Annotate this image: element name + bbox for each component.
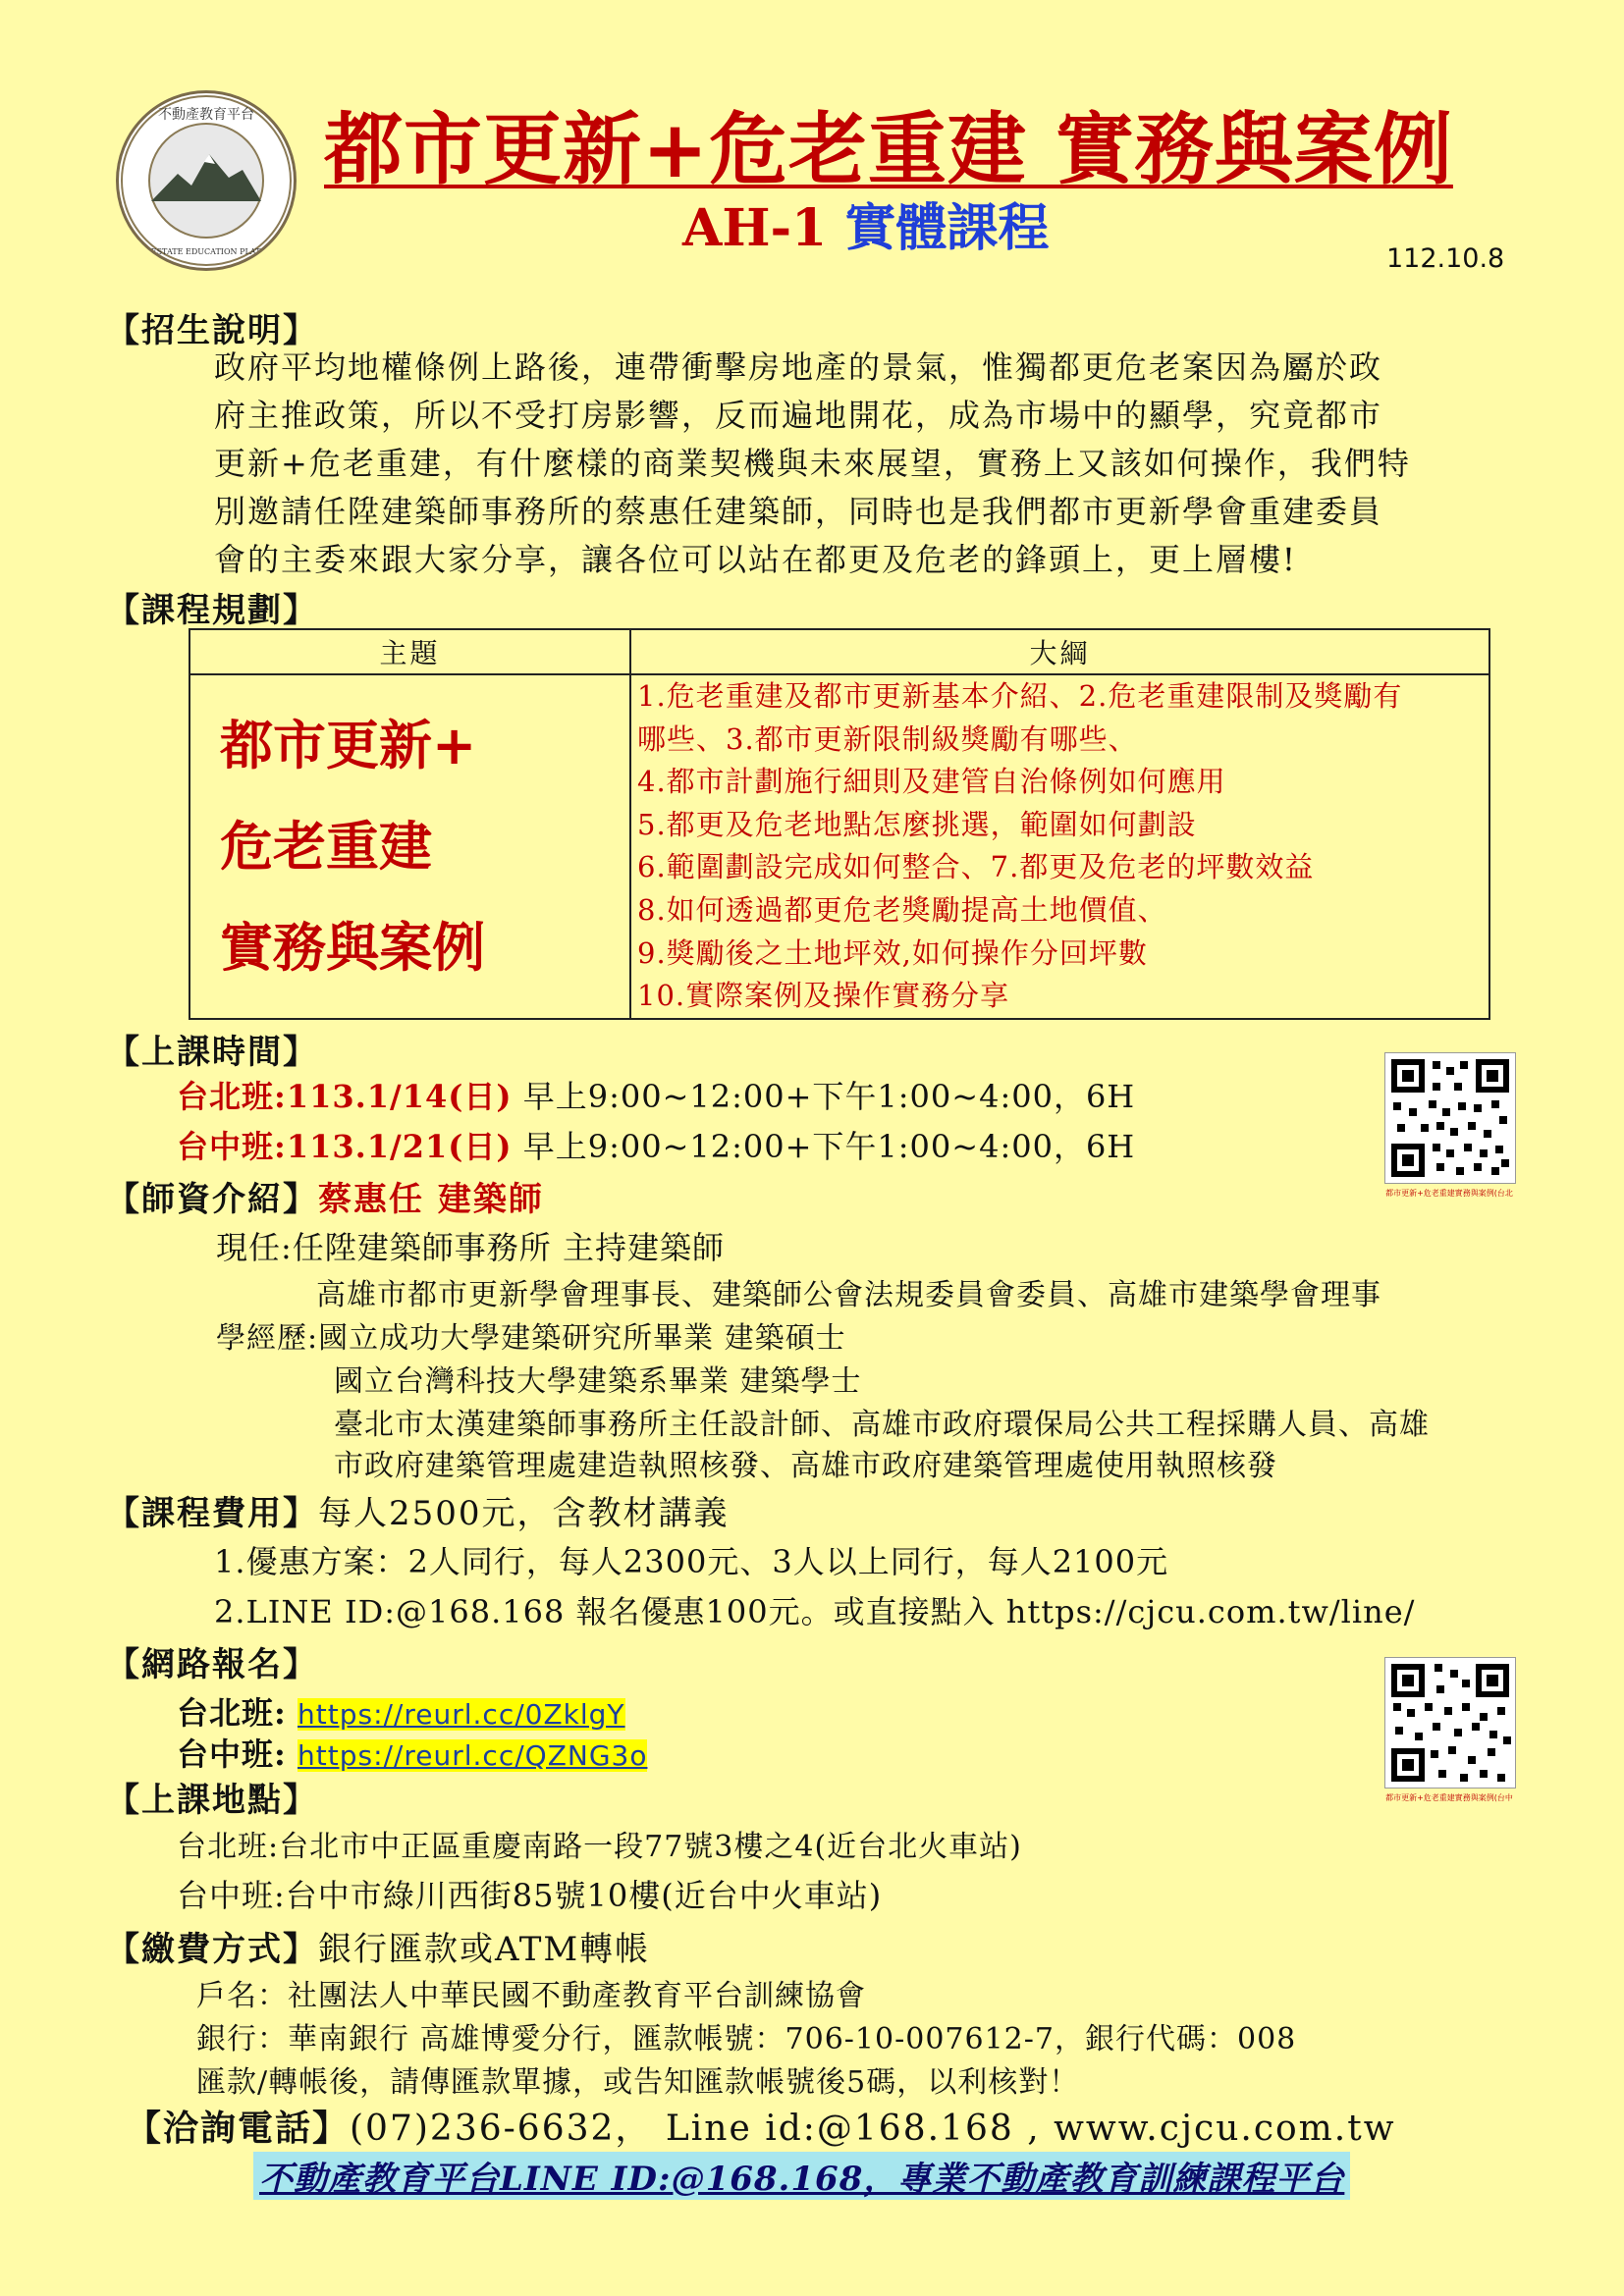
outline-line: 1.危老重建及都市更新基本介紹、2.危老重建限制及獎勵有 bbox=[637, 679, 1403, 713]
outline-line: 6.範圍劃設完成如何整合、7.都更及危老的坪數效益 bbox=[637, 850, 1315, 884]
payment-heading-row bbox=[106, 1922, 650, 1970]
teacher-education: 學經歷:國立成功大學建築研究所畢業 建築碩士 bbox=[216, 1321, 846, 1356]
payment-heading: 【繳費方式】 bbox=[106, 1930, 318, 1969]
qr-caption: 都市更新+危老重建實務與案例(台北 bbox=[1385, 1189, 1513, 1198]
online-label: 台北班: bbox=[177, 1694, 287, 1732]
teacher-current: 現任:任陞建築師事務所 主持建築師 bbox=[216, 1229, 725, 1266]
fee-main: 每人2500元，含教材講義 bbox=[318, 1494, 730, 1533]
online-heading: 【網路報名】 bbox=[106, 1645, 318, 1684]
teacher-current-titles: 高雄市都市更新學會理事長、建築師公會法規委員會委員、高雄市建築學會理事 bbox=[316, 1278, 1381, 1312]
page-title: 都市更新+危老重建 實務與案例 bbox=[324, 104, 1453, 195]
teacher-heading: 【師資介紹】 bbox=[106, 1180, 318, 1219]
outline-cell bbox=[630, 674, 1489, 1019]
topic-line: 都市更新+ bbox=[220, 714, 477, 776]
page-subtitle bbox=[682, 187, 1049, 260]
intro-paragraph bbox=[214, 344, 1481, 584]
outline-line: 10.實際案例及操作實務分享 bbox=[637, 979, 1010, 1013]
time-label: 台北班:113.1/14(日) bbox=[177, 1078, 513, 1115]
fee-heading: 【課程費用】 bbox=[106, 1494, 318, 1533]
teacher-experience: 臺北市太漢建築師事務所主任設計師、高雄市政府環保局公共工程採購人員、高雄 bbox=[334, 1408, 1430, 1442]
outline-line: 5.都更及危老地點怎麼挑選，範圍如何劃設 bbox=[637, 807, 1197, 841]
course-table bbox=[189, 628, 1490, 1020]
fee-line: 2.LINE ID:@168.168 報名優惠100元。或直接點入 https://cjcu.com.tw/line/ bbox=[214, 1593, 1416, 1630]
intro-line: 別邀請任陞建築師事務所的蔡惠任建築師，同時也是我們都市更新學會重建委員 bbox=[214, 493, 1383, 530]
time-heading: 【上課時間】 bbox=[106, 1033, 318, 1072]
online-taipei bbox=[177, 1688, 625, 1734]
contact-text: (07)236-6632， Line id:@168.168 , www.cjcu.com.tw bbox=[350, 2109, 1396, 2149]
intro-line: 政府平均地權條例上路後，連帶衝擊房地產的景氣，惟獨都更危老案因為屬於政 bbox=[214, 348, 1383, 386]
table-header-row bbox=[189, 629, 1489, 674]
payment-note: 匯款/轉帳後，請傳匯款單據，或告知匯款帳號後5碼，以利核對！ bbox=[196, 2065, 1080, 2100]
teacher-heading-row bbox=[106, 1172, 544, 1220]
table-row bbox=[189, 674, 1489, 1019]
register-link-taipei[interactable]: https://reurl.cc/0ZklgY bbox=[298, 1698, 625, 1731]
time-label: 台中班:113.1/21(日) bbox=[177, 1128, 513, 1165]
time-row-taipei bbox=[177, 1072, 1135, 1117]
qr-code-taichung[interactable] bbox=[1384, 1657, 1516, 1803]
plan-heading: 【課程規劃】 bbox=[106, 591, 318, 630]
location-taipei: 台北班:台北市中正區重慶南路一段77號3樓之4(近台北火車站) bbox=[177, 1830, 1022, 1864]
time-row-taichung bbox=[177, 1122, 1135, 1167]
payment-method: 銀行匯款或ATM轉帳 bbox=[318, 1930, 651, 1969]
outline-line: 4.都市計劃施行細則及建管自治條例如何應用 bbox=[637, 765, 1226, 799]
teacher-experience-2: 市政府建築管理處建造執照核發、高雄市政府建築管理處使用執照核發 bbox=[334, 1449, 1277, 1483]
footer-banner: 不動產教育平台LINE ID:@168.168，專業不動產教育訓練課程平台 bbox=[253, 2152, 1350, 2200]
location-heading: 【上課地點】 bbox=[106, 1781, 318, 1820]
fee-heading-row bbox=[106, 1486, 730, 1534]
topic-cell bbox=[189, 674, 630, 1019]
intro-line: 會的主委來跟大家分享，讓各位可以站在都更及危老的鋒頭上，更上層樓! bbox=[214, 541, 1297, 578]
logo bbox=[116, 90, 297, 271]
topic-column-header: 主題 bbox=[189, 629, 630, 674]
course-type: 實體課程 bbox=[844, 199, 1050, 258]
intro-line: 府主推政策，所以不受打房影響，反而遍地開花，成為市場中的顯學，究竟都市 bbox=[214, 397, 1383, 434]
teacher-name: 蔡惠任 建築師 bbox=[318, 1180, 544, 1219]
qr-code-icon bbox=[1384, 1657, 1516, 1789]
course-code: AH-1 bbox=[682, 198, 828, 258]
payment-bank: 銀行：華南銀行 高雄博愛分行，匯款帳號：706-10-007612-7，銀行代碼：008 bbox=[196, 2022, 1297, 2056]
time-detail: 早上9:00~12:00+下午1:00~4:00，6H bbox=[522, 1128, 1136, 1165]
document-date: 112.10.8 bbox=[1386, 243, 1505, 274]
mountain-logo-icon bbox=[119, 93, 294, 268]
online-label: 台中班: bbox=[177, 1735, 287, 1773]
fee-discount: 1.優惠方案：2人同行，每人2300元、3人以上同行，每人2100元 bbox=[214, 1543, 1169, 1580]
intro-heading: 【招生說明】 bbox=[106, 311, 318, 350]
register-link-taichung[interactable]: https://reurl.cc/QZNG3o bbox=[298, 1739, 648, 1772]
intro-line: 更新+危老重建，有什麼樣的商業契機與未來展望，實務上又該如何操作，我們特 bbox=[214, 445, 1411, 482]
svg-text:REAL ESTATE EDUCATION PLATFORM: REAL ESTATE EDUCATION PLATFORM bbox=[126, 247, 287, 256]
contact-heading: 【洽詢電話】 bbox=[126, 2108, 351, 2149]
outline-line: 哪些、3.都市更新限制級獎勵有哪些、 bbox=[637, 721, 1138, 756]
outline-column-header: 大綱 bbox=[630, 629, 1489, 674]
qr-caption: 都市更新+危老重建實務與案例(台中 bbox=[1385, 1793, 1513, 1802]
contact-row bbox=[126, 2101, 1396, 2151]
topic-line: 實務與案例 bbox=[220, 916, 485, 979]
online-taichung bbox=[177, 1730, 647, 1775]
outline-line: 9.獎勵後之土地坪效,如何操作分回坪數 bbox=[637, 935, 1148, 970]
qr-code-icon bbox=[1384, 1052, 1516, 1184]
location-taichung: 台中班:台中市綠川西街85號10樓(近台中火車站) bbox=[177, 1877, 883, 1914]
outline-line: 8.如何透過都更危老獎勵提高土地價值、 bbox=[637, 892, 1167, 927]
svg-text:不動產教育平台: 不動產教育平台 bbox=[158, 107, 254, 123]
qr-code-taipei[interactable] bbox=[1384, 1052, 1516, 1199]
time-detail: 早上9:00~12:00+下午1:00~4:00，6H bbox=[522, 1078, 1136, 1115]
topic-line: 危老重建 bbox=[220, 815, 432, 878]
payment-account-name: 戶名：社團法人中華民國不動產教育平台訓練協會 bbox=[196, 1979, 866, 2013]
teacher-education-2: 國立台灣科技大學建築系畢業 建築學士 bbox=[334, 1364, 862, 1399]
